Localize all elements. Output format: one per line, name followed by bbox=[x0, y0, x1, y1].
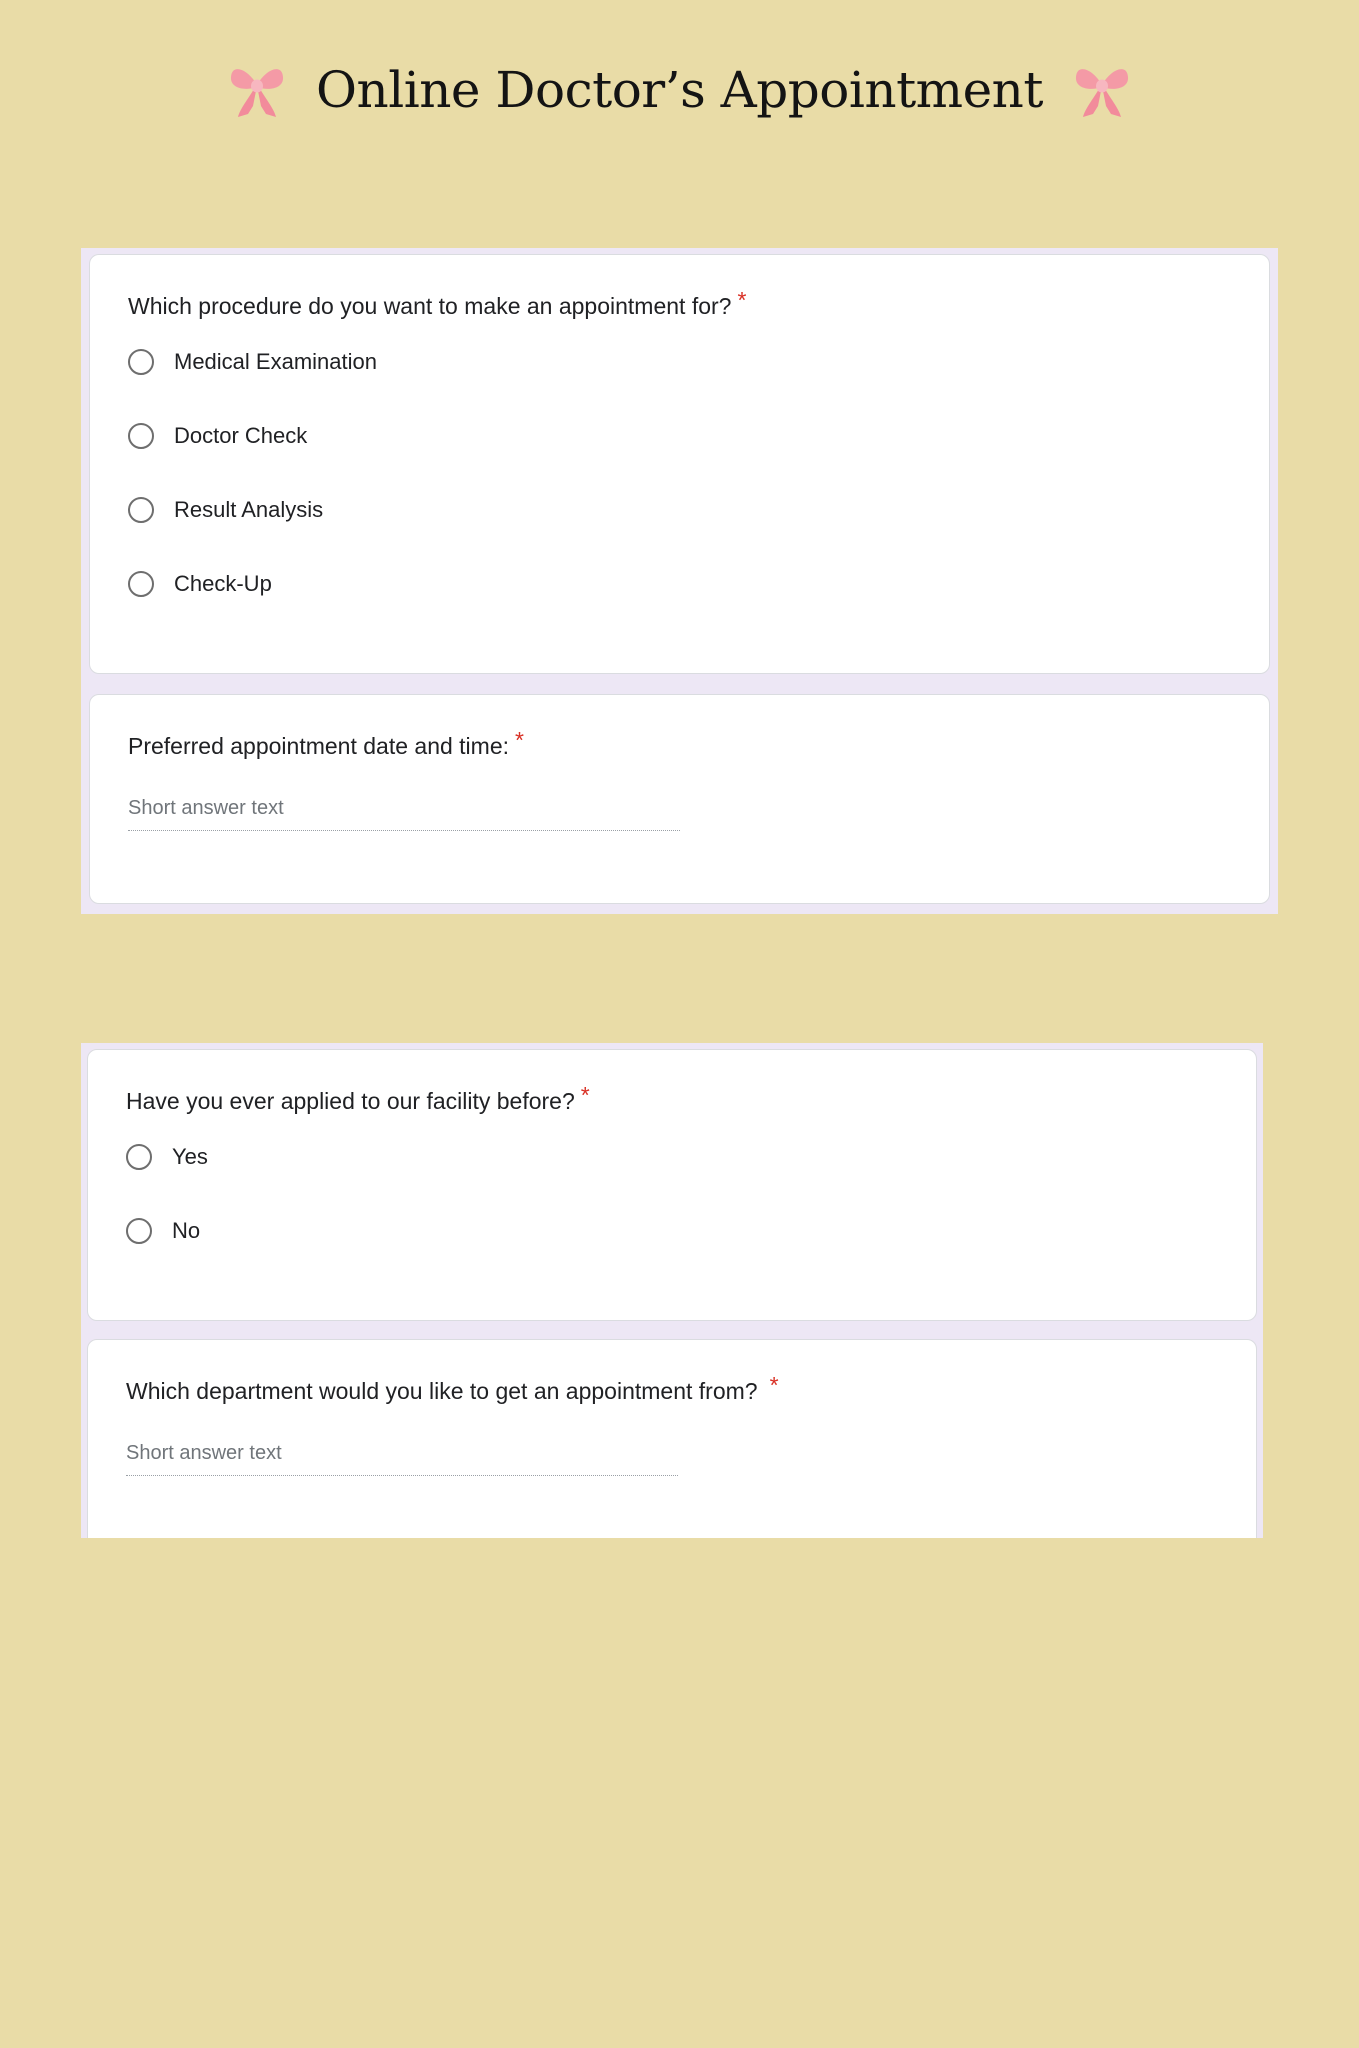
radio-group-applied-before bbox=[126, 1142, 1218, 1246]
radio-group-procedure bbox=[128, 347, 1231, 599]
page-title: Online Doctor’s Appointment bbox=[316, 61, 1043, 119]
option-label: Medical Examination bbox=[174, 349, 377, 374]
question-title-row bbox=[126, 1372, 1218, 1406]
procedure-question-card bbox=[89, 254, 1270, 674]
required-marker: * bbox=[769, 1372, 779, 1398]
radio-option-check-up[interactable] bbox=[128, 569, 1231, 599]
question-title-row bbox=[126, 1082, 1218, 1116]
radio-button[interactable] bbox=[126, 1144, 152, 1170]
option-label: No bbox=[172, 1218, 201, 1243]
form-section-2 bbox=[81, 1043, 1263, 1538]
option-label: Result Analysis bbox=[174, 497, 324, 522]
radio-button[interactable] bbox=[128, 571, 154, 597]
option-label: Yes bbox=[172, 1144, 208, 1169]
required-marker: * bbox=[515, 727, 524, 753]
department-question-card bbox=[87, 1339, 1257, 1538]
radio-button[interactable] bbox=[128, 423, 154, 449]
option-label: Check-Up bbox=[174, 571, 272, 596]
radio-button[interactable] bbox=[126, 1218, 152, 1244]
bow-icon bbox=[226, 61, 288, 119]
short-answer-input-datetime[interactable]: Short answer text bbox=[128, 797, 680, 831]
radio-button[interactable] bbox=[128, 349, 154, 375]
question-title-row bbox=[128, 727, 1231, 761]
radio-option-medical-examination[interactable] bbox=[128, 347, 1231, 377]
option-label: Doctor Check bbox=[174, 423, 308, 448]
required-marker: * bbox=[580, 1082, 590, 1108]
question-title: Have you ever applied to our facility before? bbox=[126, 1088, 575, 1114]
radio-option-no[interactable] bbox=[126, 1216, 1218, 1246]
question-title: Which department would you like to get an appointment from? bbox=[126, 1378, 758, 1404]
question-title: Preferred appointment date and time: bbox=[128, 733, 510, 759]
datetime-question-card bbox=[89, 694, 1270, 904]
question-title-row bbox=[128, 287, 1231, 321]
radio-button[interactable] bbox=[128, 497, 154, 523]
question-title: Which procedure do you want to make an appointment for? bbox=[128, 293, 732, 319]
header bbox=[0, 50, 1359, 130]
bow-icon bbox=[1071, 61, 1133, 119]
applied-before-question-card bbox=[87, 1049, 1257, 1321]
radio-option-result-analysis[interactable] bbox=[128, 495, 1231, 525]
short-answer-input-department[interactable]: Short answer text bbox=[126, 1442, 678, 1476]
radio-option-yes[interactable] bbox=[126, 1142, 1218, 1172]
required-marker: * bbox=[737, 287, 747, 313]
form-section-1 bbox=[81, 248, 1278, 914]
radio-option-doctor-check[interactable] bbox=[128, 421, 1231, 451]
